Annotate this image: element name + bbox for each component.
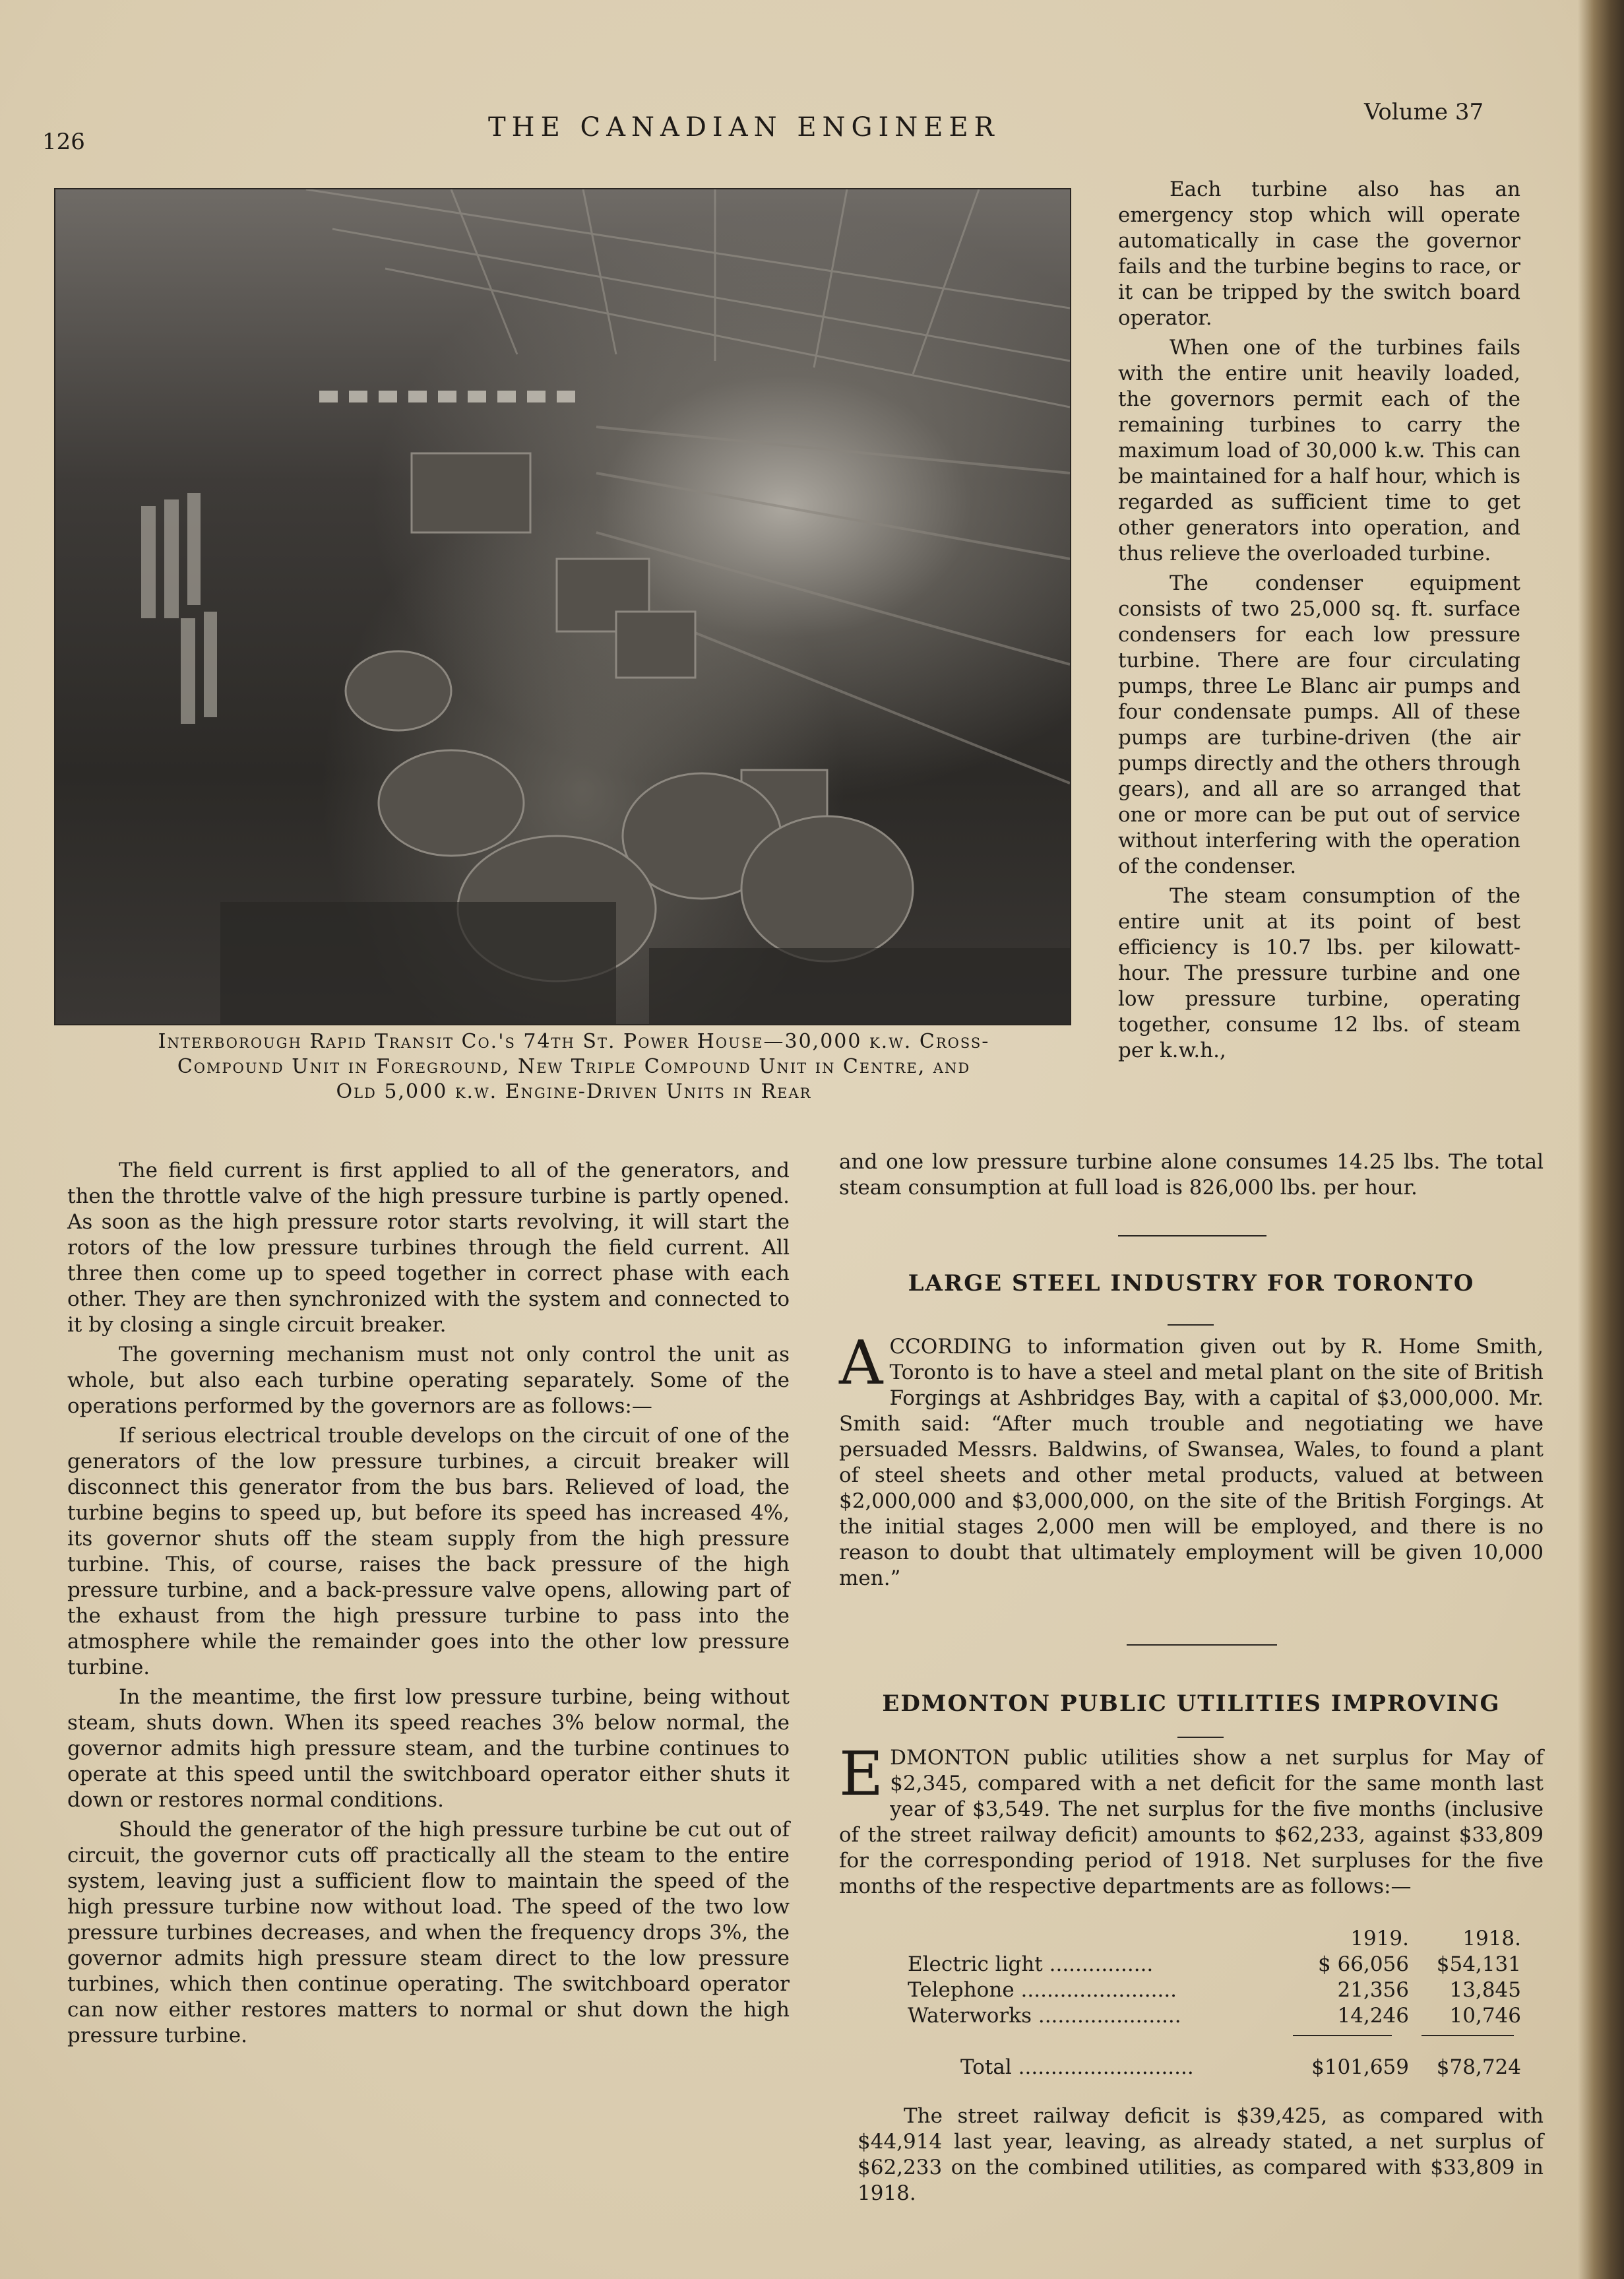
volume-label: Volume 37: [1364, 99, 1484, 125]
page-number: 126: [42, 129, 85, 155]
title-underline: [1168, 1324, 1214, 1326]
power-house-photo-drawing: [55, 189, 1070, 1024]
right-column-continuation: [839, 1149, 1544, 1205]
row-label: [908, 2004, 1284, 2028]
paragraph: The governing mechanism must not only control the unit as whole, but also each turbine operating separately. Some of the operations performed by the governors are as follows:—: [67, 1343, 790, 1418]
figure-caption-line-1: Interborough Rapid Transit Co.'s 74th St. Power House—30,000 k.w. Cross-: [158, 1030, 990, 1053]
article-title-edmonton: EDMONTON PUBLIC UTILITIES IMPROVING: [882, 1690, 1501, 1717]
row-label: [908, 1952, 1284, 1976]
article-title-steel: LARGE STEEL INDUSTRY FOR TORONTO: [908, 1270, 1475, 1297]
divider-rule: [1127, 1644, 1277, 1646]
paragraph: The steam consumption of the entire unit at its point of best efficiency is 10.7 lbs. per kilowatt-hour. The pressure turbine and one low pressure turbine, operating together, consume 12 lbs. of steam per k.w.h.,: [1118, 884, 1520, 1062]
row-label-text: Telephone: [908, 1978, 1015, 2002]
column-header-1919: 1919.: [1350, 1927, 1409, 1950]
paragraph: The field current is first applied to all of the generators, and then the throttle valve of the high pressure turbine is partly opened. As soon as the high pressure rotor starts revolving, it will start the rotors of the low pressure turbines through the field current. All three then come up to speed together in correct phase with each other. They are then synchronized with the system and connected to it by closing a single circuit breaker.: [67, 1159, 790, 1337]
table-row: [908, 1978, 1521, 2004]
paragraph: In the meantime, the first low pressure turbine, being without steam, shuts down. When its speed reaches 3% below normal, the governor admits high pressure steam, and the turbine continues to operate at this speed until the switchboard operator either shuts it down or restores normal conditions.: [67, 1685, 790, 1812]
surplus-table: [908, 1927, 1521, 2081]
total-1918: $78,724: [1436, 2055, 1521, 2079]
column-header-1918: 1918.: [1462, 1927, 1521, 1950]
value-1918: 13,845: [1449, 1978, 1521, 2002]
sum-rule-1918: [1421, 2035, 1514, 2036]
article-steel-body: [839, 1328, 1544, 1591]
table-header-row: [908, 1927, 1521, 1952]
leader-dots: ...........................: [1011, 2055, 1194, 2079]
table-spacer: [908, 2030, 1521, 2055]
title-underline: [1177, 1737, 1224, 1738]
value-1918: $54,131: [1436, 1952, 1521, 1976]
right-column-top: [1118, 177, 1520, 1068]
paragraph: When one of the turbines fails with the entire unit heavily loaded, the governors permit each of the remaining turbines to carry the maximum load of 30,000 k.w. This can be maintained for a half hour, which is regarded as sufficient time to get other generators into operation, and thus relieve the overloaded turbine.: [1118, 336, 1520, 565]
article-text: DMONTON public utilities show a net surplus for May of $2,345, compared with a net deficit for the same month last year of $3,549. The net surplus for the five months (inclusive of the street railway deficit) amounts to $62,233, against $33,809 for the corresponding period of 1918. Net surpluses for the five months of the respective departments are as follows:—: [839, 1746, 1544, 1898]
left-column: [67, 1158, 790, 2053]
figure-caption-line-2: Compound Unit in Foreground, New Triple Compound Unit in Centre, and: [177, 1055, 971, 1078]
paragraph: Each turbine also has an emergency stop which will operate automatically in case the governor fails and the turbine begins to race, or it can be tripped by the switch board operator.: [1118, 177, 1520, 330]
row-label-text: Waterworks: [908, 2004, 1032, 2028]
table-row: [908, 1952, 1521, 1978]
power-house-photo: [54, 188, 1071, 1025]
row-label-text: Electric light: [908, 1952, 1043, 1976]
figure-caption: [79, 1029, 1069, 1105]
value-1919: 21,356: [1337, 1978, 1409, 2002]
leader-dots: ................: [1042, 1952, 1154, 1976]
row-label-text: Total: [960, 2055, 1012, 2079]
paragraph: If serious electrical trouble develops on the circuit of one of the generators of the low pressure turbines, a circuit breaker will disconnect this generator from the bus bars. Relieved of load, the turbine begins to speed up, but before its speed has increased 4%, its governor shuts off the steam supply from the high pressure turbine. This, of course, raises the back pressure of the high pressure turbine, and a back-pressure valve opens, allowing part of the exhaust from the high pressure turbine to pass into the atmosphere while the remainder goes into the other low pressure turbine.: [67, 1424, 790, 1679]
leader-dots: ......................: [1031, 2004, 1181, 2028]
value-1919: 14,246: [1337, 2004, 1409, 2028]
row-label: [908, 2055, 1284, 2079]
figure-caption-line-3: Old 5,000 k.w. Engine-Driven Units in Rear: [336, 1080, 812, 1103]
article-edmonton-closing: The street railway deficit is $39,425, as compared with $44,914 last year, leaving, as already stated, a net surplus of $62,233 on the combined utilities, as compared with $33,809 in 1918.: [858, 2104, 1544, 2205]
article-edmonton-body: [839, 1739, 1544, 1900]
table-row: [908, 2004, 1521, 2030]
leader-dots: ........................: [1014, 1978, 1177, 2002]
row-label: [908, 1978, 1284, 2002]
value-1918: 10,746: [1449, 2004, 1521, 2028]
value-1919: $ 66,056: [1317, 1952, 1409, 1976]
paragraph: Should the generator of the high pressure turbine be cut out of circuit, the governor cuts off practically all the steam to the entire system, leaving just a sufficient flow to maintain the speed of the high pressure turbine now without load. The speed of the two low pressure turbines decreases, and when the frequency drops 3%, the governor admits high pressure steam direct to the low pressure turbines, which then continue operating. The switchboard operator can now either restores matters to normal or shut down the high pressure turbine.: [67, 1818, 790, 2047]
total-1919: $101,659: [1311, 2055, 1409, 2079]
page-binding-shadow: [1578, 0, 1624, 2279]
dropcap: E: [839, 1739, 884, 1809]
divider-rule: [1118, 1235, 1266, 1236]
dropcap: A: [839, 1328, 883, 1398]
running-head: THE CANADIAN ENGINEER: [488, 112, 1000, 143]
article-text: CCORDING to information given out by R. Home Smith, Toronto is to have a steel and metal plant on the site of British Forgings at Ashbridges Bay, with a capital of $3,000,000. Mr. Smith said: “After much trouble and negotiating we have persuaded Messrs. Baldwins, of Swansea, Wales, to found a plant of steel sheets and other metal products, valued at between $2,000,000 and $3,000,000, on the site of the British Forgings. At the initial stages 2,000 men will be employed, and there is no reason to doubt that ultimately employment will be given 10,000 men.”: [839, 1335, 1544, 1590]
sum-rule-1919: [1293, 2035, 1392, 2036]
paragraph: and one low pressure turbine alone consumes 14.25 lbs. The total steam consumption at full load is 826,000 lbs. per hour.: [839, 1150, 1544, 1200]
table-total-row: [908, 2055, 1521, 2081]
paragraph: The condenser equipment consists of two 25,000 sq. ft. surface condensers for each low pressure turbine. There are four circulating pumps, three Le Blanc air pumps and four condensate pumps. All of these pumps are turbine-driven (the air pumps directly and the others through gears), and all are so arranged that one or more can be put out of service without interfering with the operation of the condenser.: [1118, 571, 1520, 878]
